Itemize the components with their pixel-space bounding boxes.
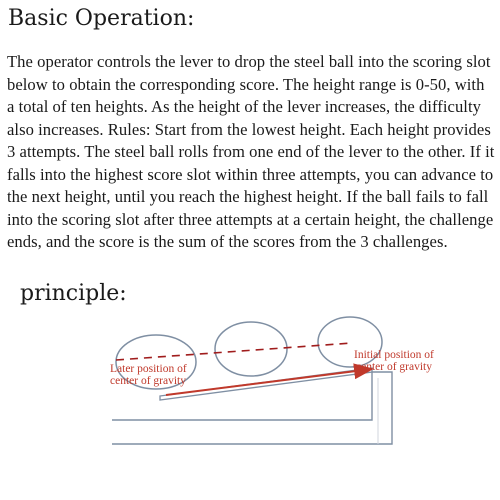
later-position-label-line2: center of gravity (110, 375, 186, 387)
initial-position-label-line2: center of gravity (356, 361, 432, 373)
center-of-gravity-dashed-line (116, 343, 352, 360)
initial-position-label-line1: Initial position of (354, 349, 434, 361)
heading-basic-operation: Basic Operation: (8, 6, 195, 31)
later-position-label-line1: Later position of (110, 363, 187, 375)
operation-description: The operator controls the lever to drop the steel ball into the scoring slot below to obtain the corresponding score. The height range is 0-50, with a total of ten heights. As the height of the lever increases, the difficulty also increases. Rules: Start from the lowest height. Each height provides 3 attempts. The steel ball rolls from one end of the lever to the other. If it falls into the highest score slot within three attempts, you can advance to the next height, until you reach the highest height. If the ball fails to fall into the scoring slot after three attempts at a certain height, the challenge ends, and the score is the sum of the scores from the 3 challenges. (7, 52, 495, 251)
heading-principle: principle: (20, 281, 127, 306)
